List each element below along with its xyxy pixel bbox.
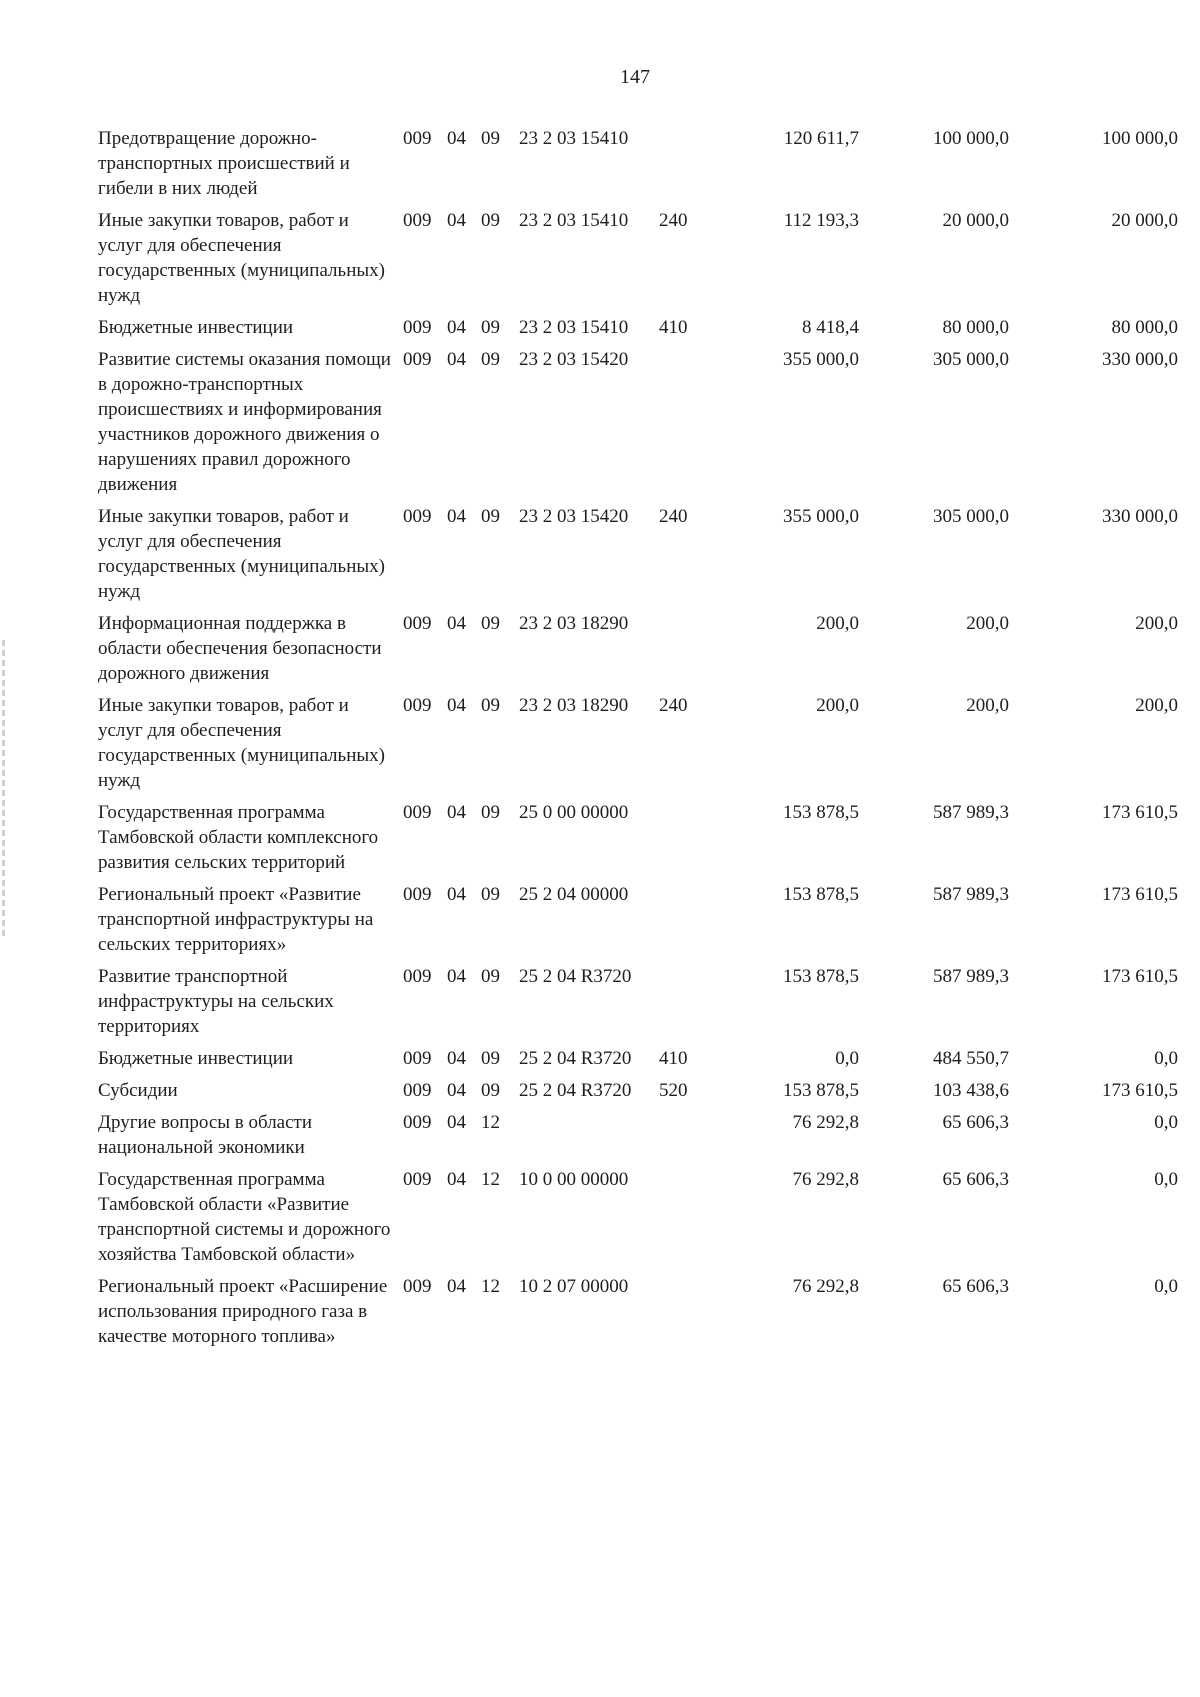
row-name: Развитие системы оказания помощи в дорожно-транспортных происшествиях и информирования участников дорожного движения о нарушениях правил дорожного движения [98,349,391,495]
section-code: 04 [447,613,466,634]
amount-year-2: 305 000,0 [933,349,1009,370]
section-code: 04 [447,884,466,905]
subsection-code: 12 [481,1169,500,1190]
target-article-code: 23 2 03 18290 [519,613,629,634]
subsection-code: 09 [481,613,500,634]
target-article-code: 23 2 03 15410 [519,317,629,338]
section-code: 04 [447,695,466,716]
admin-code: 009 [403,695,432,716]
expense-type-code: 520 [659,1080,688,1101]
subsection-code: 09 [481,1048,500,1069]
row-name: Бюджетные инвестиции [98,317,294,338]
table-row [98,504,1178,611]
amount-year-3: 20 000,0 [1111,210,1178,231]
table-row [98,800,1178,882]
amount-year-2: 484 550,7 [933,1048,1009,1069]
subsection-code: 09 [481,506,500,527]
section-code: 04 [447,1048,466,1069]
section-code: 04 [447,802,466,823]
amount-year-2: 65 606,3 [942,1169,1009,1190]
admin-code: 009 [403,613,432,634]
row-name: Государственная программа Тамбовской области комплексного развития сельских территорий [98,802,379,873]
row-name: Иные закупки товаров, работ и услуг для обеспечения государственных (муниципальных) нужд [98,695,385,791]
amount-year-3: 200,0 [1135,613,1178,634]
expense-type-code [659,611,709,693]
amount-year-3: 173 610,5 [1102,884,1178,905]
target-article-code: 25 2 04 00000 [519,884,629,905]
table-row [98,1167,1178,1274]
amount-year-2: 65 606,3 [942,1276,1009,1297]
amount-year-3: 80 000,0 [1111,317,1178,338]
subsection-code: 09 [481,128,500,149]
amount-year-2: 103 438,6 [933,1080,1009,1101]
section-code: 04 [447,1080,466,1101]
amount-year-3: 0,0 [1154,1276,1178,1297]
row-name: Информационная поддержка в области обеспечения безопасности дорожного движения [98,613,382,684]
amount-year-1: 153 878,5 [783,966,859,987]
target-article-code: 23 2 03 15410 [519,128,629,149]
subsection-code: 09 [481,210,500,231]
subsection-code: 09 [481,884,500,905]
section-code: 04 [447,128,466,149]
table-row [98,315,1178,347]
section-code: 04 [447,1169,466,1190]
amount-year-3: 330 000,0 [1102,349,1178,370]
admin-code: 009 [403,1169,432,1190]
admin-code: 009 [403,1276,432,1297]
row-name: Бюджетные инвестиции [98,1048,294,1069]
expense-type-code [659,1167,709,1274]
admin-code: 009 [403,1080,432,1101]
table-row [98,208,1178,315]
row-name: Региональный проект «Расширение использования природного газа в качестве моторного топлива» [98,1276,388,1347]
admin-code: 009 [403,506,432,527]
section-code: 04 [447,349,466,370]
table-row [98,611,1178,693]
expense-type-code [659,882,709,964]
amount-year-2: 65 606,3 [942,1112,1009,1133]
table-row [98,1046,1178,1078]
amount-year-1: 153 878,5 [783,1080,859,1101]
expense-type-code [659,964,709,1046]
section-code: 04 [447,1276,466,1297]
admin-code: 009 [403,1048,432,1069]
amount-year-1: 76 292,8 [792,1169,859,1190]
amount-year-3: 173 610,5 [1102,802,1178,823]
amount-year-3: 0,0 [1154,1112,1178,1133]
section-code: 04 [447,1112,466,1133]
table-row [98,1274,1178,1356]
row-name: Государственная программа Тамбовской области «Развитие транспортной системы и дорожного хозяйства Тамбовской области» [98,1169,391,1265]
subsection-code: 09 [481,1080,500,1101]
target-article-code: 25 2 04 R3720 [519,1080,632,1101]
row-name: Другие вопросы в области национальной экономики [98,1112,313,1158]
expense-type-code [659,800,709,882]
amount-year-2: 587 989,3 [933,884,1009,905]
table-body [98,126,1178,1356]
target-article-code: 25 2 04 R3720 [519,1048,632,1069]
row-name: Субсидии [98,1080,178,1101]
row-name: Иные закупки товаров, работ и услуг для обеспечения государственных (муниципальных) нужд [98,210,385,306]
budget-table [98,126,1178,1356]
amount-year-3: 173 610,5 [1102,966,1178,987]
amount-year-1: 76 292,8 [792,1276,859,1297]
expense-type-code: 240 [659,506,688,527]
expense-type-code: 410 [659,317,688,338]
subsection-code: 09 [481,317,500,338]
expense-type-code: 410 [659,1048,688,1069]
subsection-code: 12 [481,1276,500,1297]
amount-year-1: 355 000,0 [783,349,859,370]
subsection-code: 12 [481,1112,500,1133]
amount-year-1: 153 878,5 [783,884,859,905]
amount-year-2: 587 989,3 [933,802,1009,823]
amount-year-1: 355 000,0 [783,506,859,527]
table-row [98,1078,1178,1110]
target-article-code: 23 2 03 15420 [519,506,629,527]
amount-year-3: 200,0 [1135,695,1178,716]
target-article-code [519,1110,659,1167]
target-article-code: 23 2 03 18290 [519,695,629,716]
expense-type-code: 240 [659,695,688,716]
table-row [98,693,1178,800]
expense-type-code [659,126,709,208]
section-code: 04 [447,506,466,527]
amount-year-2: 587 989,3 [933,966,1009,987]
subsection-code: 09 [481,349,500,370]
amount-year-1: 153 878,5 [783,802,859,823]
target-article-code: 10 2 07 00000 [519,1276,629,1297]
target-article-code: 25 0 00 00000 [519,802,629,823]
admin-code: 009 [403,1112,432,1133]
page-number: 147 [620,66,650,88]
target-article-code: 23 2 03 15420 [519,349,629,370]
table-row [98,1110,1178,1167]
row-name: Предотвращение дорожно-транспортных происшествий и гибели в них людей [98,128,350,199]
amount-year-3: 100 000,0 [1102,128,1178,149]
amount-year-1: 200,0 [816,613,859,634]
table-row [98,882,1178,964]
row-name: Развитие транспортной инфраструктуры на сельских территориях [98,966,334,1037]
admin-code: 009 [403,802,432,823]
scan-edge-artifact [2,640,5,940]
target-article-code: 10 0 00 00000 [519,1169,629,1190]
table-row [98,964,1178,1046]
admin-code: 009 [403,128,432,149]
expense-type-code [659,347,709,504]
admin-code: 009 [403,884,432,905]
amount-year-3: 330 000,0 [1102,506,1178,527]
target-article-code: 25 2 04 R3720 [519,966,632,987]
subsection-code: 09 [481,802,500,823]
admin-code: 009 [403,349,432,370]
amount-year-3: 0,0 [1154,1048,1178,1069]
admin-code: 009 [403,966,432,987]
target-article-code: 23 2 03 15410 [519,210,629,231]
table-row [98,126,1178,208]
expense-type-code [659,1274,709,1356]
amount-year-1: 76 292,8 [792,1112,859,1133]
amount-year-1: 0,0 [835,1048,859,1069]
subsection-code: 09 [481,966,500,987]
section-code: 04 [447,966,466,987]
amount-year-2: 80 000,0 [942,317,1009,338]
section-code: 04 [447,317,466,338]
amount-year-3: 173 610,5 [1102,1080,1178,1101]
table-row [98,347,1178,504]
amount-year-3: 0,0 [1154,1169,1178,1190]
row-name: Региональный проект «Развитие транспортной инфраструктуры на сельских территориях» [98,884,374,955]
amount-year-1: 120 611,7 [783,128,859,149]
section-code: 04 [447,210,466,231]
amount-year-1: 112 193,3 [783,210,859,231]
admin-code: 009 [403,210,432,231]
amount-year-2: 200,0 [966,613,1009,634]
row-name: Иные закупки товаров, работ и услуг для обеспечения государственных (муниципальных) нужд [98,506,385,602]
amount-year-2: 305 000,0 [933,506,1009,527]
amount-year-2: 100 000,0 [933,128,1009,149]
amount-year-2: 200,0 [966,695,1009,716]
amount-year-2: 20 000,0 [942,210,1009,231]
expense-type-code [659,1110,709,1167]
expense-type-code: 240 [659,210,688,231]
subsection-code: 09 [481,695,500,716]
amount-year-1: 200,0 [816,695,859,716]
amount-year-1: 8 418,4 [802,317,859,338]
admin-code: 009 [403,317,432,338]
